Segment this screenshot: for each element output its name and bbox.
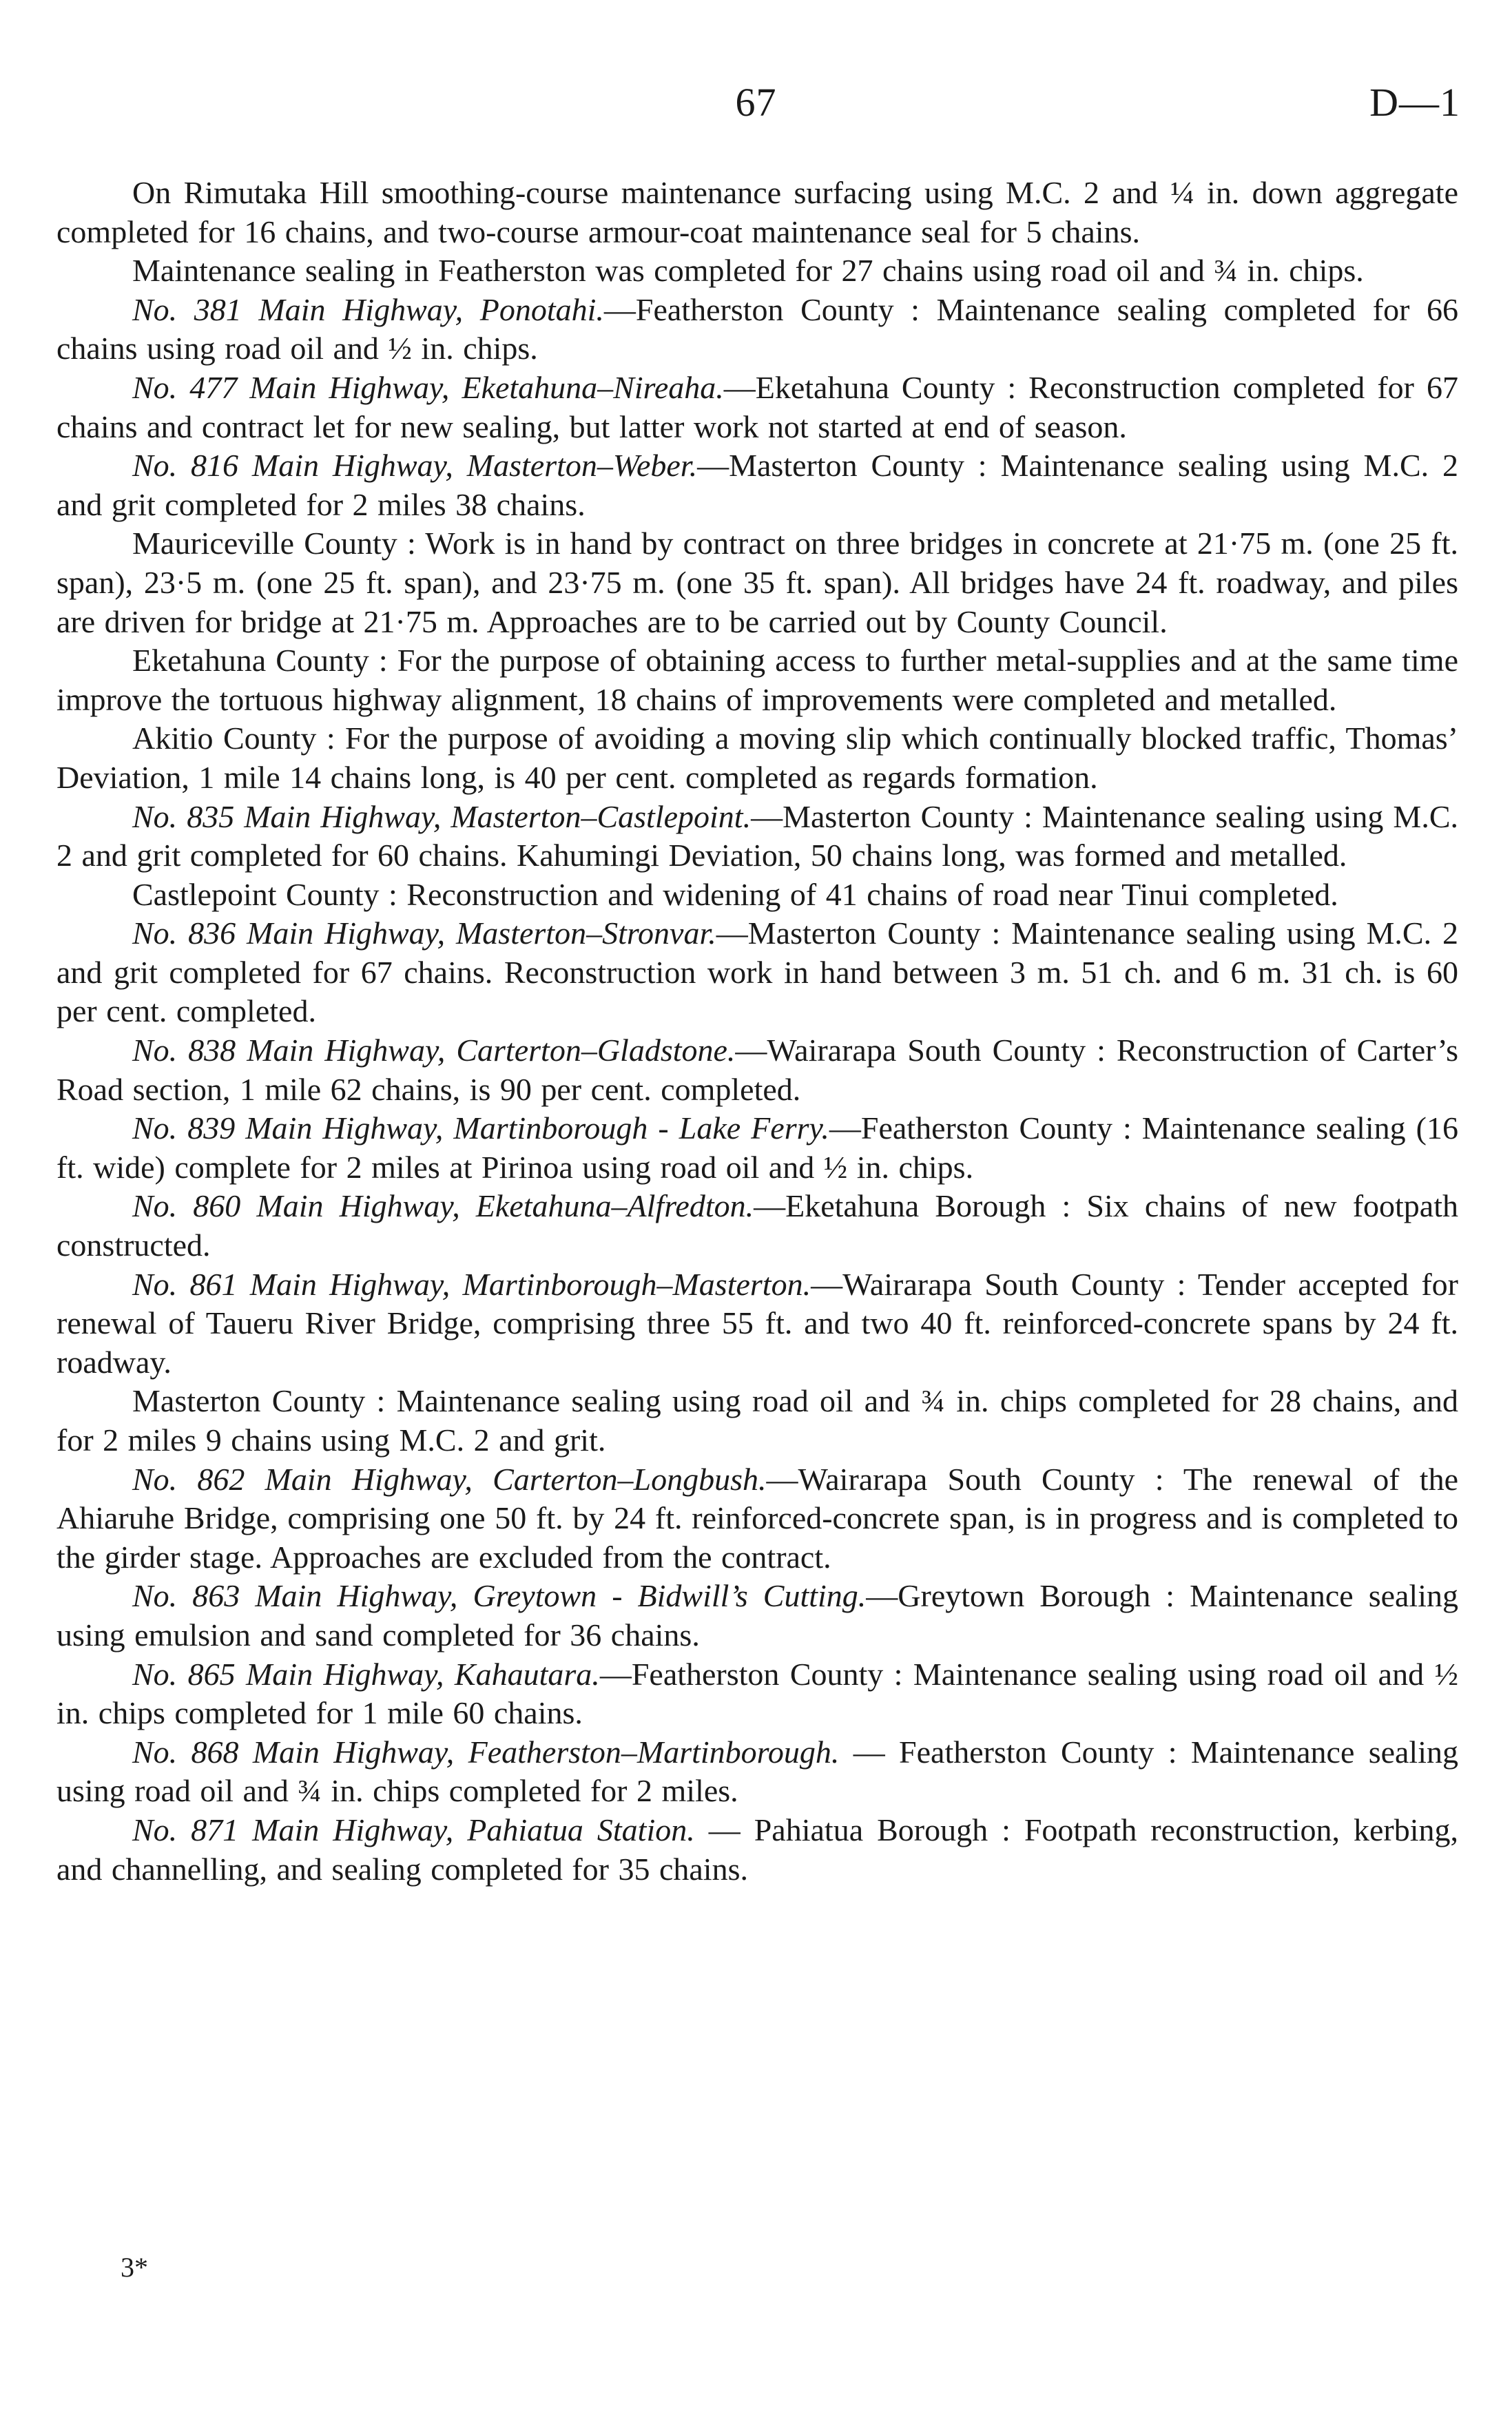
paragraph-text: —Featherston County : Maintenance sealing (16 ft. wide) complete for 2 miles at Pirinoa using road oil and ½ in. chips. (56, 1110, 1458, 1185)
signature-mark: 3* (121, 2252, 148, 2283)
paragraph-text: —Masterton County : Maintenance sealing using M.C. 2 and grit completed for 60 chains. Kahumingi Deviation, 50 chains long, was formed and metalled. (56, 798, 1458, 873)
paragraph-highway-816 (56, 446, 1458, 524)
paragraph-text: —Eketahuna County : Reconstruction completed for 67 chains and contract let for new sealing, but latter work not started at end of season. (56, 369, 1458, 444)
paragraph-akitio-county (56, 719, 1458, 797)
paragraph-text: —Wairarapa South County : The renewal of the Ahiaruhe Bridge, comprising one 50 ft. by 24 ft. reinforced-concrete span, is in progress and is completed to the girder stage. Approaches are excluded from the contract. (56, 1461, 1458, 1575)
paragraph-heading: No. 862 Main Highway, Carterton–Longbush. (132, 1461, 767, 1497)
paragraph-highway-835 (56, 798, 1458, 875)
paragraph-text: —Wairarapa South County : Tender accepted for renewal of Taueru River Bridge, comprising three 55 ft. and two 40 ft. reinforced-concrete spans by 24 ft. roadway. (56, 1266, 1458, 1380)
paragraph-highway-863 (56, 1577, 1458, 1655)
paragraph-heading: No. 838 Main Highway, Carterton–Gladstone. (132, 1033, 736, 1068)
paragraph-highway-871 (56, 1811, 1458, 1889)
paragraph-heading: No. 868 Main Highway, Featherston–Martinborough. (132, 1734, 840, 1770)
paragraph-heading: No. 865 Main Highway, Kahautara. (132, 1656, 600, 1692)
paragraph-heading: No. 863 Main Highway, Greytown - Bidwill’s Cutting. (132, 1578, 867, 1614)
paragraph-heading: No. 836 Main Highway, Masterton–Stronvar. (132, 915, 716, 951)
paragraph-text: On Rimutaka Hill smoothing-course maintenance surfacing using M.C. 2 and ¼ in. down aggregate completed for 16 chains, and two-course armour-coat maintenance seal for 5 chains. (56, 175, 1458, 249)
paragraph-masterton-county (56, 1382, 1458, 1460)
paragraph-heading: No. 381 Main Highway, Ponotahi. (132, 291, 604, 327)
body-text (56, 174, 1458, 1889)
paragraph-heading: No. 839 Main Highway, Martinborough - Lake Ferry. (132, 1110, 829, 1146)
document-reference: D—1 (1369, 80, 1460, 125)
paragraph-heading: No. 871 Main Highway, Pahiatua Station. (132, 1812, 695, 1847)
page-number: 67 (735, 80, 777, 125)
paragraph-text: Maintenance sealing in Featherston was completed for 27 chains using road oil and ¾ in. chips. (132, 253, 1364, 289)
paragraph-highway-839 (56, 1109, 1458, 1187)
paragraph-highway-865 (56, 1655, 1458, 1733)
paragraph-mauriceville-county (56, 524, 1458, 641)
paragraph-heading: No. 816 Main Highway, Masterton–Weber. (132, 448, 698, 484)
paragraph-text: —Featherston County : Maintenance sealing using road oil and ½ in. chips completed for 1 mile 60 chains. (56, 1656, 1458, 1731)
paragraph-text: —Masterton County : Maintenance sealing using M.C. 2 and grit completed for 2 miles 38 chains. (56, 448, 1458, 522)
paragraph-text: —Greytown Borough : Maintenance sealing using emulsion and sand completed for 36 chains. (56, 1578, 1458, 1652)
paragraph-text: Akitio County : For the purpose of avoiding a moving slip which continually blocked traffic, Thomas’ Deviation, 1 mile 14 chains long, is 40 per cent. completed as regards formation. (56, 721, 1458, 795)
paragraph-heading: No. 861 Main Highway, Martinborough–Masterton. (132, 1266, 811, 1302)
paragraph-rimutaka-hill (56, 174, 1458, 251)
paragraph-highway-860 (56, 1187, 1458, 1265)
paragraph-highway-838 (56, 1031, 1458, 1109)
paragraph-highway-381 (56, 291, 1458, 369)
paragraph-text: Castlepoint County : Reconstruction and widening of 41 chains of road near Tinui completed. (132, 876, 1338, 912)
paragraph-highway-868 (56, 1733, 1458, 1811)
paragraph-eketahuna-county (56, 641, 1458, 719)
paragraph-text: — Featherston County : Maintenance sealing using road oil and ¾ in. chips completed for 2 miles. (56, 1734, 1458, 1809)
paragraph-text: Mauriceville County : Work is in hand by contract on three bridges in concrete at 21·75 m. (one 25 ft. span), 23·5 m. (one 25 ft. span), and 23·75 m. (one 35 ft. span). All bridges have 24 ft. roadway, and piles are driven for bridge at 21·75 m. Approaches are to be carried out by County Council. (56, 526, 1458, 639)
paragraph-heading: No. 477 Main Highway, Eketahuna–Nireaha. (132, 369, 724, 405)
paragraph-heading: No. 860 Main Highway, Eketahuna–Alfredton. (132, 1188, 754, 1224)
paragraph-featherston-sealing (56, 251, 1458, 291)
paragraph-text: —Featherston County : Maintenance sealing completed for 66 chains using road oil and ½ in. chips. (56, 291, 1458, 366)
paragraph-text: Masterton County : Maintenance sealing using road oil and ¾ in. chips completed for 28 chains, and for 2 miles 9 chains using M.C. 2 and grit. (56, 1383, 1458, 1458)
paragraph-text: —Masterton County : Maintenance sealing using M.C. 2 and grit completed for 67 chains. Reconstruction work in hand between 3 m. 51 ch. and 6 m. 31 ch. is 60 per cent. completed. (56, 915, 1458, 1029)
paragraph-highway-836 (56, 914, 1458, 1031)
paragraph-text: Eketahuna County : For the purpose of obtaining access to further metal-supplies and at the same time improve the tortuous highway alignment, 18 chains of improvements were completed and metalled. (56, 643, 1458, 717)
paragraph-castlepoint-county (56, 875, 1458, 915)
paragraph-text: — Pahiatua Borough : Footpath reconstruction, kerbing, and channelling, and sealing completed for 35 chains. (56, 1812, 1458, 1887)
paragraph-text: —Wairarapa South County : Reconstruction of Carter’s Road section, 1 mile 62 chains, is 90 per cent. completed. (56, 1033, 1458, 1107)
paragraph-heading: No. 835 Main Highway, Masterton–Castlepoint. (132, 798, 752, 834)
paragraph-highway-477 (56, 369, 1458, 446)
paragraph-text: —Eketahuna Borough : Six chains of new footpath constructed. (56, 1188, 1458, 1263)
paragraph-highway-862 (56, 1460, 1458, 1577)
paragraph-highway-861 (56, 1265, 1458, 1382)
